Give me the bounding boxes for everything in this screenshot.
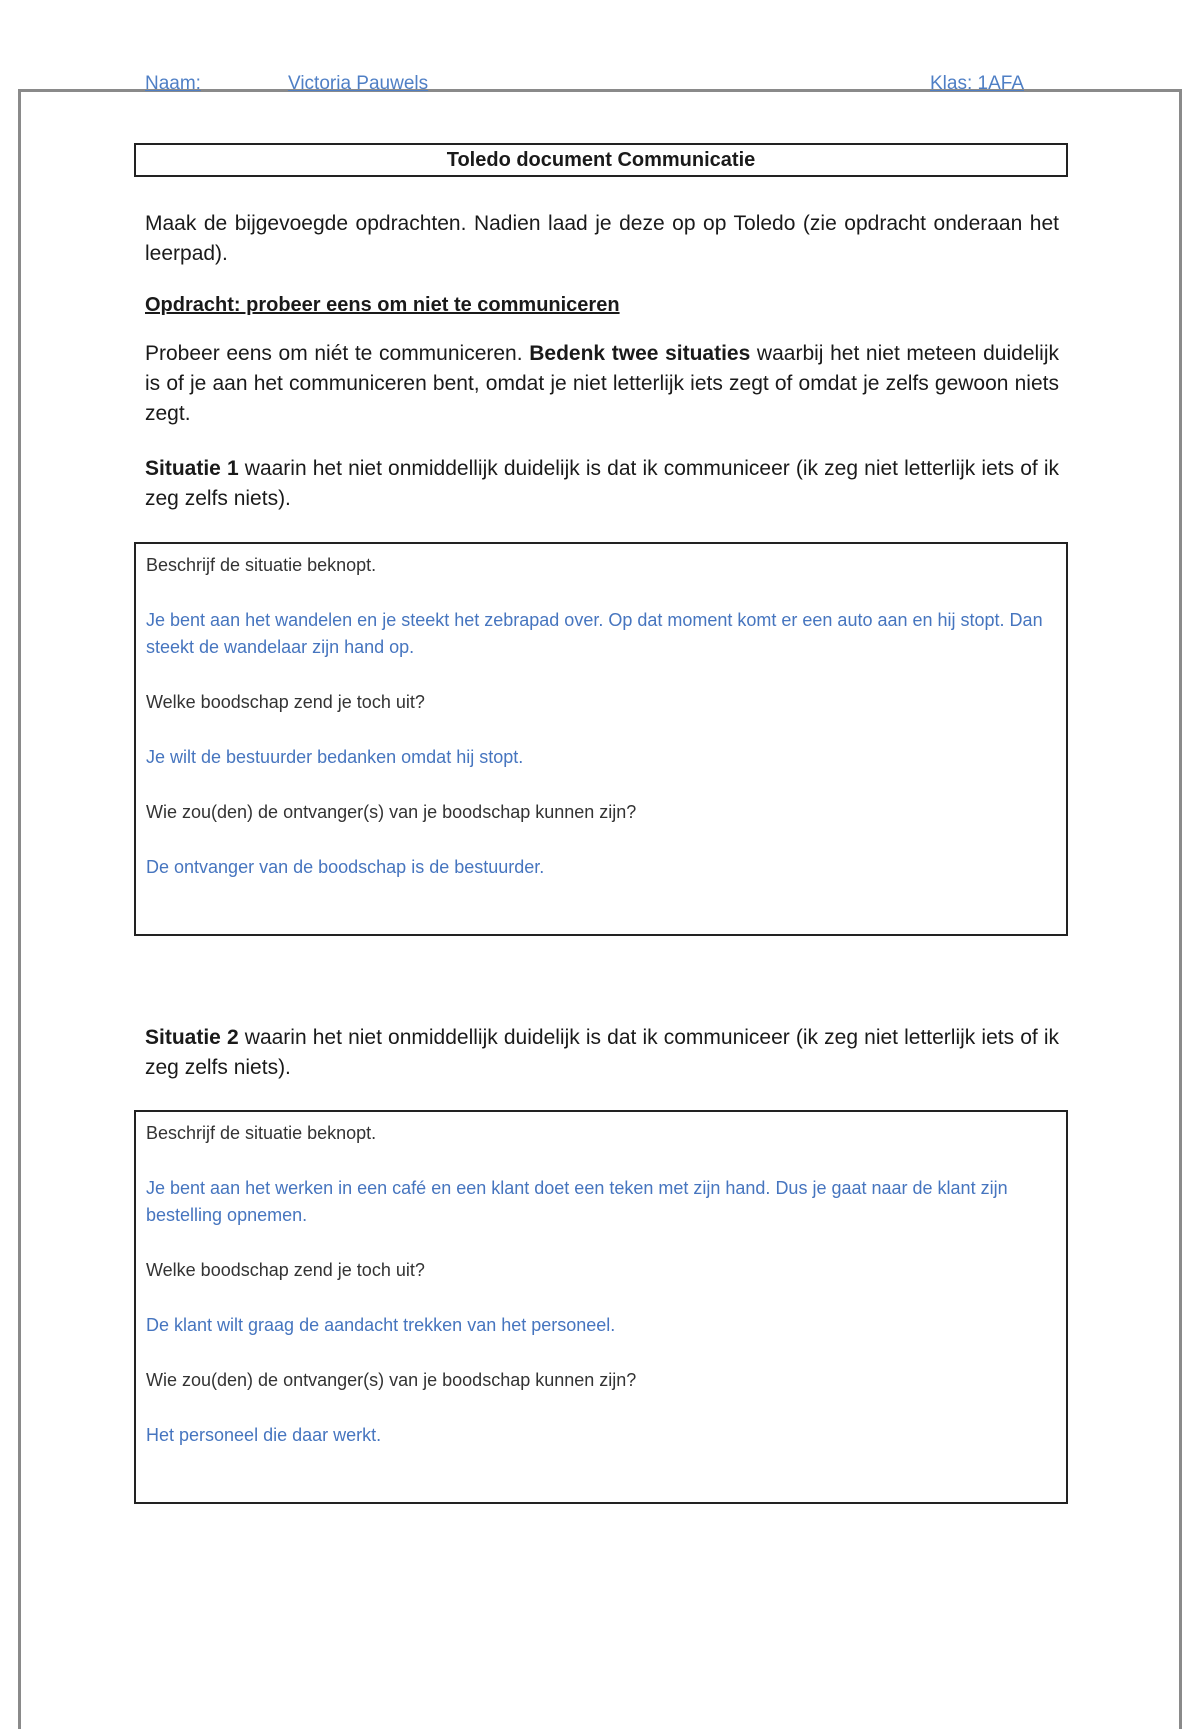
- task-paragraph: [145, 339, 1059, 429]
- situation-2-text: waarin het niet onmiddellijk duidelijk is dat ik communiceer (ik zeg niet letterlijk iets of ik zeg zelfs niets).: [145, 1026, 1059, 1079]
- situation-1-text: waarin het niet onmiddellijk duidelijk is dat ik communiceer (ik zeg niet letterlijk iets of ik zeg zelfs niets).: [145, 457, 1059, 510]
- situation-1-answer-describe[interactable]: Je bent aan het wandelen en je steekt het zebrapad over. Op dat moment komt er een auto aan en hij stopt. Dan steekt de wandelaar zijn hand op.: [146, 610, 1043, 657]
- situation-1-answer-box: [134, 542, 1068, 936]
- situation-2-intro: [145, 1023, 1059, 1083]
- situation-2-answer-describe[interactable]: Je bent aan het werken in een café en een klant doet een teken met zijn hand. Dus je gaat naar de klant zijn bestelling opnemen.: [146, 1178, 1008, 1225]
- document-title: Toledo document Communicatie: [134, 143, 1068, 177]
- situation-2-question-describe: Beschrijf de situatie beknopt.: [146, 1123, 377, 1143]
- task-text-before: Probeer eens om niét te communiceren.: [145, 342, 523, 365]
- task-title: Opdracht: probeer eens om niet te communiceren: [145, 294, 620, 316]
- task-text-after: waarbij het niet meteen duidelijk is of je aan het communiceren bent, omdat je niet letterlijk iets zegt of omdat je zelfs gewoon niets zegt.: [145, 342, 1059, 425]
- situation-2-answer-box: [134, 1110, 1068, 1504]
- situation-2-label: Situatie 2: [145, 1026, 239, 1049]
- task-text-bold: Bedenk twee situaties: [529, 342, 751, 365]
- situation-2-question-receiver: Wie zou(den) de ontvanger(s) van je boodschap kunnen zijn?: [146, 1370, 637, 1390]
- situation-1-intro: [145, 454, 1059, 514]
- situation-1-answer-message[interactable]: Je wilt de bestuurder bedanken omdat hij stopt.: [146, 747, 524, 767]
- situation-2-question-message: Welke boodschap zend je toch uit?: [146, 1260, 425, 1280]
- intro-paragraph: Maak de bijgevoegde opdrachten. Nadien laad je deze op op Toledo (zie opdracht onderaan het leerpad).: [145, 212, 1059, 265]
- name-label: Naam:: [145, 73, 201, 94]
- situation-1-label: Situatie 1: [145, 457, 239, 480]
- situation-2-answer-receiver[interactable]: Het personeel die daar werkt.: [146, 1425, 382, 1445]
- name-value: Victoria Pauwels: [288, 73, 429, 94]
- situation-1-answer-receiver[interactable]: De ontvanger van de boodschap is de bestuurder.: [146, 857, 545, 877]
- situation-1-question-describe: Beschrijf de situatie beknopt.: [146, 555, 377, 575]
- situation-1-question-receiver: Wie zou(den) de ontvanger(s) van je boodschap kunnen zijn?: [146, 802, 637, 822]
- situation-2-answer-message[interactable]: De klant wilt graag de aandacht trekken van het personeel.: [146, 1315, 616, 1335]
- class-label: Klas: 1AFA: [930, 73, 1024, 94]
- situation-1-question-message: Welke boodschap zend je toch uit?: [146, 692, 425, 712]
